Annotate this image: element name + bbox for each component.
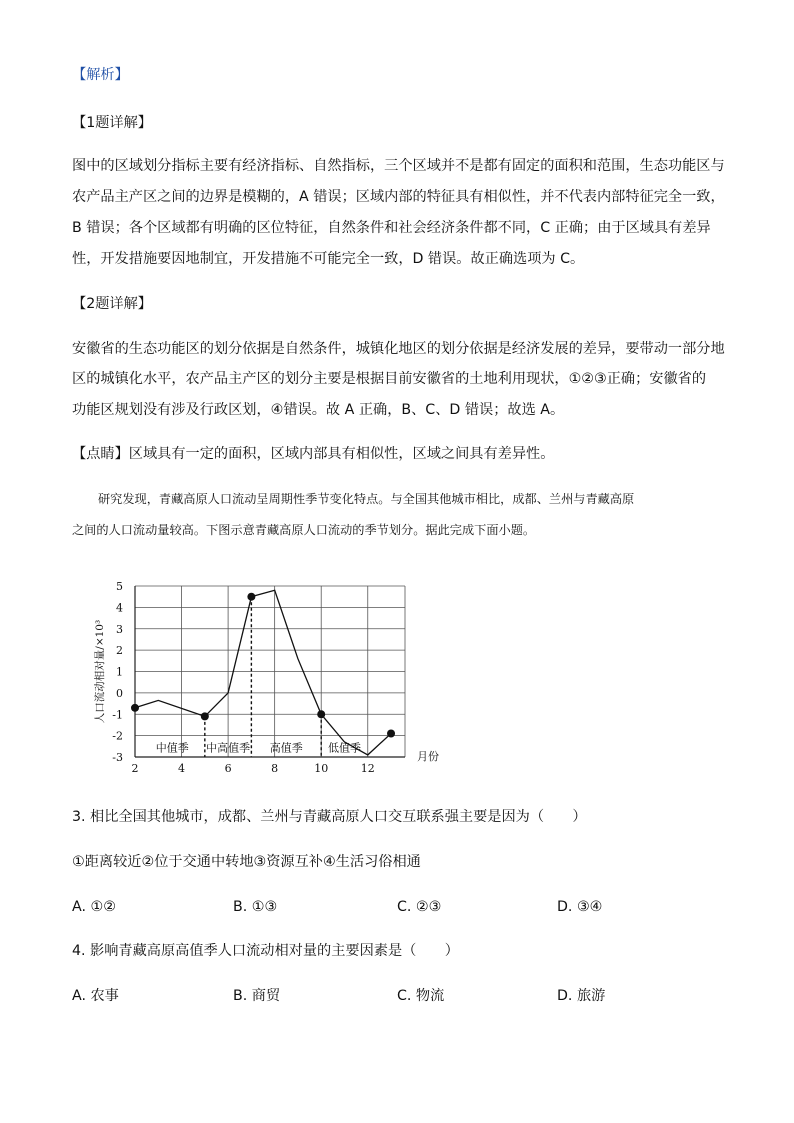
x-tick-label: 6 (224, 762, 232, 775)
q1-line-2: 农产品主产区之间的边界是模糊的，A 错误；区域内部的特征具有相似性，并不代表内部特征完全一致， (72, 189, 725, 205)
data-point (131, 704, 139, 712)
series-polyline (135, 590, 391, 755)
y-tick-label: 1 (116, 665, 123, 679)
data-point (387, 729, 395, 737)
y-tick-label: -3 (112, 751, 123, 764)
question-4-stem: 4. 影响青藏高原高值季人口流动相对量的主要因素是（ ） (72, 943, 459, 959)
series-line (135, 590, 391, 755)
season-label: 低值季 (327, 741, 361, 755)
q2-line-1: 安徽省的生态功能区的划分依据是自然条件，城镇化地区的划分依据是经济发展的差异，要带动一部分地 (72, 341, 725, 357)
y-tick-label: 4 (116, 601, 123, 615)
y-tick-label: -2 (112, 729, 123, 743)
season-label: 中值季 (155, 741, 189, 755)
chart-labels (93, 620, 439, 763)
y-tick-label: 3 (116, 622, 123, 636)
x-tick-label: 8 (271, 762, 279, 775)
x-tick-label: 10 (314, 762, 329, 775)
passage-line-1: 研究发现，青藏高原人口流动呈周期性季节变化特点。与全国其他城市相比，成都、兰州与青藏高原 (98, 492, 635, 506)
passage-line-2: 之间的人口流动量较高。下图示意青藏高原人口流动的季节划分。据此完成下面小题。 (72, 523, 536, 537)
season-label: 中高值季 (206, 741, 251, 755)
question-3-option-b[interactable]: B. ①③ (233, 899, 278, 915)
q1-detail-header: 【1题详解】 (72, 115, 152, 131)
chart-grid (135, 586, 405, 757)
q2-detail-header: 【2题详解】 (72, 296, 152, 312)
question-4-option-b[interactable]: B. 商贸 (233, 988, 281, 1004)
y-tick-label: -1 (112, 708, 123, 722)
question-3-statements: ①距离较近②位于交通中转地③资源互补④生活习俗相通 (72, 854, 421, 870)
season-label: 高值季 (269, 741, 303, 755)
x-axis-label: 月份 (417, 750, 439, 763)
y-axis-label: 人口流动相对量/×10³ (94, 619, 106, 724)
q2-line-2: 区的城镇化水平，农产品主产区的划分主要是根据目前安徽省的土地利用现状，①②③正确；安徽省的 (72, 371, 707, 387)
question-3-option-c[interactable]: C. ②③ (397, 899, 442, 915)
question-3-option-a[interactable]: A. ①② (72, 899, 116, 915)
question-4-option-d[interactable]: D. 旅游 (557, 988, 606, 1004)
q1-line-3: B 错误；各个区域都有明确的区位特征，自然条件和社会经济条件都不同，C 正确；由于区域具有差异 (72, 220, 711, 236)
tip-line (72, 445, 554, 463)
tip-text: 区域具有一定的面积，区域内部具有相似性，区域之间具有差异性。 (128, 446, 555, 462)
question-3-stem: 3. 相比全国其他城市，成都、兰州与青藏高原人口交互联系强主要是因为（ ） (72, 809, 587, 825)
data-point (247, 593, 255, 601)
population-flow-chart (80, 572, 450, 777)
question-4-option-c[interactable]: C. 物流 (397, 988, 445, 1004)
data-point (201, 712, 209, 720)
x-tick-label: 12 (360, 762, 375, 775)
analysis-header: 【解析】 (72, 67, 129, 83)
q2-line-3: 功能区规划没有涉及行政区划，④错误。故 A 正确，B、C、D 错误；故选 A。 (72, 402, 565, 418)
y-tick-label: 5 (116, 580, 123, 593)
x-tick-label: 2 (131, 762, 139, 775)
data-points (131, 593, 395, 738)
y-tick-label: 0 (116, 686, 123, 700)
question-4-option-a[interactable]: A. 农事 (72, 988, 119, 1004)
x-tick-label: 4 (178, 762, 186, 775)
q1-line-1: 图中的区域划分指标主要有经济指标、自然指标，三个区域并不是都有固定的面积和范围，生态功能区与 (72, 158, 725, 174)
tip-label: 【点睛】 (72, 446, 129, 462)
y-tick-label: 2 (116, 644, 123, 658)
data-point (317, 710, 325, 718)
season-dividers (205, 597, 321, 757)
q1-line-4: 性，开发措施要因地制宜，开发措施不可能完全一致，D 错误。故正确选项为 C。 (72, 251, 585, 267)
question-3-option-d[interactable]: D. ③④ (557, 899, 603, 915)
